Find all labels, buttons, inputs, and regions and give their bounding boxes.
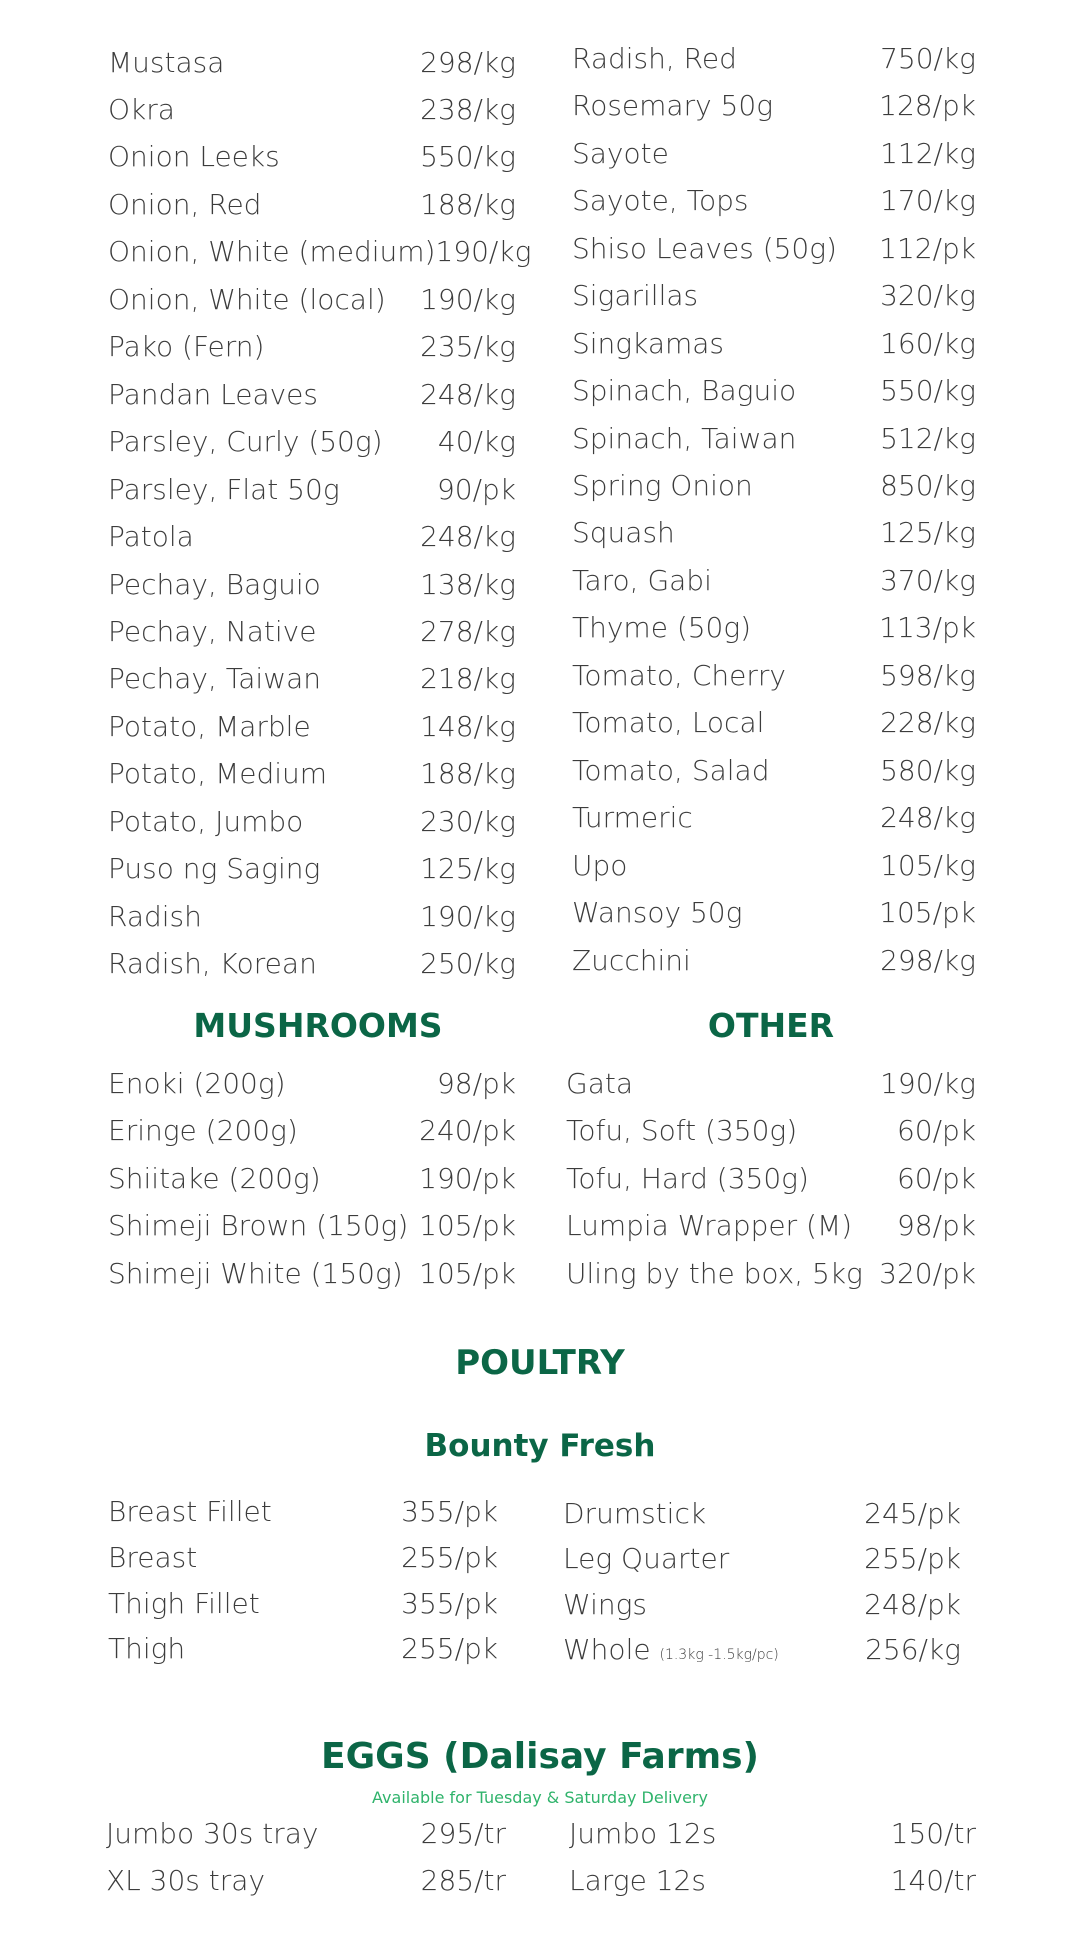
item-name: Tofu, Hard (350g) (566, 1161, 809, 1195)
list-item (108, 846, 516, 890)
item-price: 256/kg (865, 1632, 961, 1666)
item-price: 138/kg (420, 567, 516, 601)
item-price: 245/pk (864, 1496, 961, 1530)
mushrooms-heading: MUSHROOMS (193, 1006, 443, 1045)
item-name: Radish, Red (572, 41, 737, 75)
item-name: Tomato, Cherry (572, 658, 786, 692)
item-name: Sayote, Tops (572, 183, 749, 217)
eggs-heading: EGGS (Dalisay Farms) (321, 1736, 759, 1777)
item-name: Potato, Medium (108, 756, 328, 790)
item-price: 190/kg (420, 282, 516, 316)
item-price: 278/kg (420, 614, 516, 648)
list-item (108, 1061, 516, 1105)
item-price: 60/pk (896, 1113, 976, 1147)
item-price: 98/pk (896, 1208, 976, 1242)
item-name: Onion, Red (108, 187, 262, 221)
item-name: Shimeji White (150g) (108, 1256, 403, 1290)
item-name: Taro, Gabi (572, 563, 712, 597)
list-item (108, 1489, 498, 1533)
list-item (108, 1203, 516, 1247)
list-item (572, 226, 976, 270)
list-item (108, 751, 516, 795)
item-price: 235/kg (420, 329, 516, 363)
item-price: 190/kg (420, 899, 516, 933)
item-name: Onion, White (local) (108, 282, 386, 316)
list-item (108, 562, 516, 606)
item-name: Pechay, Baguio (108, 567, 321, 601)
item-name: Pechay, Native (108, 614, 317, 648)
item-name: Onion Leeks (108, 139, 280, 173)
item-price: 250/kg (420, 946, 516, 980)
list-item (108, 609, 516, 653)
list-item (563, 1536, 961, 1580)
item-price: 140/tr (890, 1863, 976, 1897)
list-item (566, 1251, 976, 1295)
item-name: Wings (563, 1587, 647, 1621)
list-item (106, 1811, 506, 1855)
list-item (569, 1858, 976, 1902)
item-name: Lumpia Wrapper (M) (566, 1208, 853, 1242)
item-price: 105/pk (419, 1208, 516, 1242)
list-item (108, 514, 516, 558)
item-name: Pandan Leaves (108, 377, 318, 411)
poultry-brand-heading: Bounty Fresh (424, 1428, 656, 1464)
list-item (572, 273, 976, 317)
item-name: XL 30s tray (106, 1863, 266, 1897)
list-item (572, 843, 976, 887)
item-price: 298/kg (420, 45, 516, 79)
list-item (108, 419, 516, 463)
list-item (572, 795, 976, 839)
list-item (563, 1491, 961, 1535)
list-item (566, 1156, 976, 1200)
item-price: 228/kg (880, 705, 976, 739)
list-item (572, 416, 976, 460)
item-price: 240/pk (419, 1113, 516, 1147)
list-item (108, 704, 516, 748)
item-price: 90/pk (436, 472, 516, 506)
item-price: 550/kg (420, 139, 516, 173)
list-item (108, 277, 516, 321)
item-price: 112/kg (880, 136, 976, 170)
item-price: 750/kg (880, 41, 976, 75)
item-name: Tofu, Soft (350g) (566, 1113, 798, 1147)
item-price: 295/tr (420, 1816, 506, 1850)
item-name: Breast Fillet (108, 1494, 272, 1528)
item-name: Drumstick (563, 1496, 707, 1530)
item-price: 355/pk (401, 1586, 498, 1620)
item-price: 598/kg (880, 658, 976, 692)
list-item (108, 1535, 498, 1579)
item-name: Whole (563, 1632, 651, 1666)
list-item (572, 700, 976, 744)
list-item (572, 605, 976, 649)
list-item (566, 1203, 976, 1247)
item-price: 255/pk (401, 1631, 498, 1665)
item-price: 580/kg (880, 753, 976, 787)
item-price: 150/tr (890, 1816, 976, 1850)
item-name: Jumbo 12s (569, 1816, 717, 1850)
other-heading: OTHER (707, 1006, 835, 1045)
item-price: 255/pk (401, 1540, 498, 1574)
item-name: Spinach, Baguio (572, 373, 797, 407)
item-name: Enoki (200g) (108, 1066, 286, 1100)
list-item (572, 890, 976, 934)
item-price: 105/pk (879, 895, 976, 929)
item-price: 148/kg (420, 709, 516, 743)
list-item (108, 87, 516, 131)
list-item (108, 40, 516, 84)
item-price: 170/kg (880, 183, 976, 217)
item-price: 190/kg (435, 234, 532, 268)
item-name: Turmeric (572, 800, 693, 834)
item-price: 105/kg (880, 848, 976, 882)
item-price: 320/kg (880, 278, 976, 312)
item-price: 370/kg (880, 563, 976, 597)
list-item (563, 1627, 961, 1671)
item-name: Shiso Leaves (50g) (572, 231, 837, 265)
item-name: Gata (566, 1066, 633, 1100)
list-item (108, 799, 516, 843)
item-price: 190/pk (419, 1161, 516, 1195)
list-item (572, 938, 976, 982)
item-name: Mustasa (108, 45, 225, 79)
item-name: Sayote (572, 136, 669, 170)
item-name: Thyme (50g) (572, 610, 752, 644)
list-item (572, 558, 976, 602)
item-price: 230/kg (420, 804, 516, 838)
item-name: Potato, Marble (108, 709, 311, 743)
list-item (572, 510, 976, 554)
item-price: 550/kg (880, 373, 976, 407)
list-item (108, 656, 516, 700)
list-item (569, 1811, 976, 1855)
item-price: 238/kg (420, 92, 516, 126)
item-price: 160/kg (880, 326, 976, 360)
item-name: Pako (Fern) (108, 329, 265, 363)
item-name: Leg Quarter (563, 1541, 730, 1575)
item-price: 105/pk (419, 1256, 516, 1290)
item-name: Sigarillas (572, 278, 699, 312)
item-name: Upo (572, 848, 628, 882)
item-name: Zucchini (572, 943, 691, 977)
poultry-heading: POULTRY (455, 1343, 625, 1383)
list-item (572, 463, 976, 507)
list-item (108, 1108, 516, 1152)
item-name: Thigh (108, 1631, 186, 1665)
item-price: 128/pk (879, 88, 976, 122)
item-price: 255/pk (864, 1541, 961, 1575)
list-item (572, 653, 976, 697)
item-name: Parsley, Flat 50g (108, 472, 340, 506)
item-price: 248/pk (864, 1587, 961, 1621)
item-price: 320/pk (879, 1256, 976, 1290)
item-price: 112/pk (879, 231, 976, 265)
item-name: Radish (108, 899, 202, 933)
item-price: 355/pk (401, 1494, 498, 1528)
item-price: 512/kg (880, 421, 976, 455)
item-name: Spring Onion (572, 468, 753, 502)
list-item (108, 1156, 516, 1200)
eggs-availability-note: Available for Tuesday & Saturday Delivery (372, 1788, 708, 1807)
list-item (108, 894, 516, 938)
list-item (563, 1582, 961, 1626)
list-item (108, 1251, 516, 1295)
item-name-with-note (563, 1633, 779, 1666)
list-item (108, 324, 516, 368)
list-item (108, 182, 516, 226)
item-name: Tomato, Salad (572, 753, 770, 787)
list-item (572, 748, 976, 792)
item-name: Tomato, Local (572, 705, 765, 739)
item-name: Patola (108, 519, 194, 553)
item-price: 248/kg (420, 377, 516, 411)
list-item (566, 1061, 976, 1105)
item-name: Thigh Fillet (108, 1586, 260, 1620)
list-item (572, 368, 976, 412)
item-name: Pechay, Taiwan (108, 661, 321, 695)
item-weight-note: (1.3kg -1.5kg/pc) (659, 1646, 779, 1663)
item-name: Shiitake (200g) (108, 1161, 321, 1195)
item-price: 190/kg (880, 1066, 976, 1100)
item-name: Radish, Korean (108, 946, 317, 980)
item-name: Rosemary 50g (572, 88, 773, 122)
item-price: 248/kg (420, 519, 516, 553)
item-name: Parsley, Curly (50g) (108, 424, 383, 458)
item-name: Spinach, Taiwan (572, 421, 797, 455)
list-item (572, 131, 976, 175)
item-name: Okra (108, 92, 175, 126)
item-name: Uling by the box, 5kg (566, 1256, 863, 1290)
list-item (572, 36, 976, 80)
item-price: 188/kg (420, 756, 516, 790)
item-name: Onion, White (medium) (108, 234, 436, 268)
item-price: 125/kg (420, 851, 516, 885)
item-price: 40/kg (437, 424, 516, 458)
list-item (572, 178, 976, 222)
item-name: Puso ng Saging (108, 851, 321, 885)
item-name: Jumbo 30s tray (106, 1816, 319, 1850)
item-name: Potato, Jumbo (108, 804, 304, 838)
list-item (108, 229, 532, 273)
list-item (108, 372, 516, 416)
list-item (108, 1581, 498, 1625)
item-price: 248/kg (880, 800, 976, 834)
list-item (108, 467, 516, 511)
list-item (108, 941, 516, 985)
list-item (572, 321, 976, 365)
item-price: 60/pk (896, 1161, 976, 1195)
list-item (572, 83, 976, 127)
list-item (108, 1626, 498, 1670)
item-price: 188/kg (420, 187, 516, 221)
item-price: 850/kg (880, 468, 976, 502)
item-price: 298/kg (880, 943, 976, 977)
item-name: Breast (108, 1540, 198, 1574)
item-price: 285/tr (420, 1863, 506, 1897)
item-name: Squash (572, 515, 675, 549)
item-name: Wansoy 50g (572, 895, 743, 929)
item-name: Singkamas (572, 326, 725, 360)
item-price: 113/pk (879, 610, 976, 644)
item-name: Eringe (200g) (108, 1113, 298, 1147)
item-price: 218/kg (420, 661, 516, 695)
item-price: 125/kg (880, 515, 976, 549)
item-name: Large 12s (569, 1863, 706, 1897)
list-item (106, 1858, 506, 1902)
list-item (108, 134, 516, 178)
item-price: 98/pk (436, 1066, 516, 1100)
item-name: Shimeji Brown (150g) (108, 1208, 409, 1242)
list-item (566, 1108, 976, 1152)
